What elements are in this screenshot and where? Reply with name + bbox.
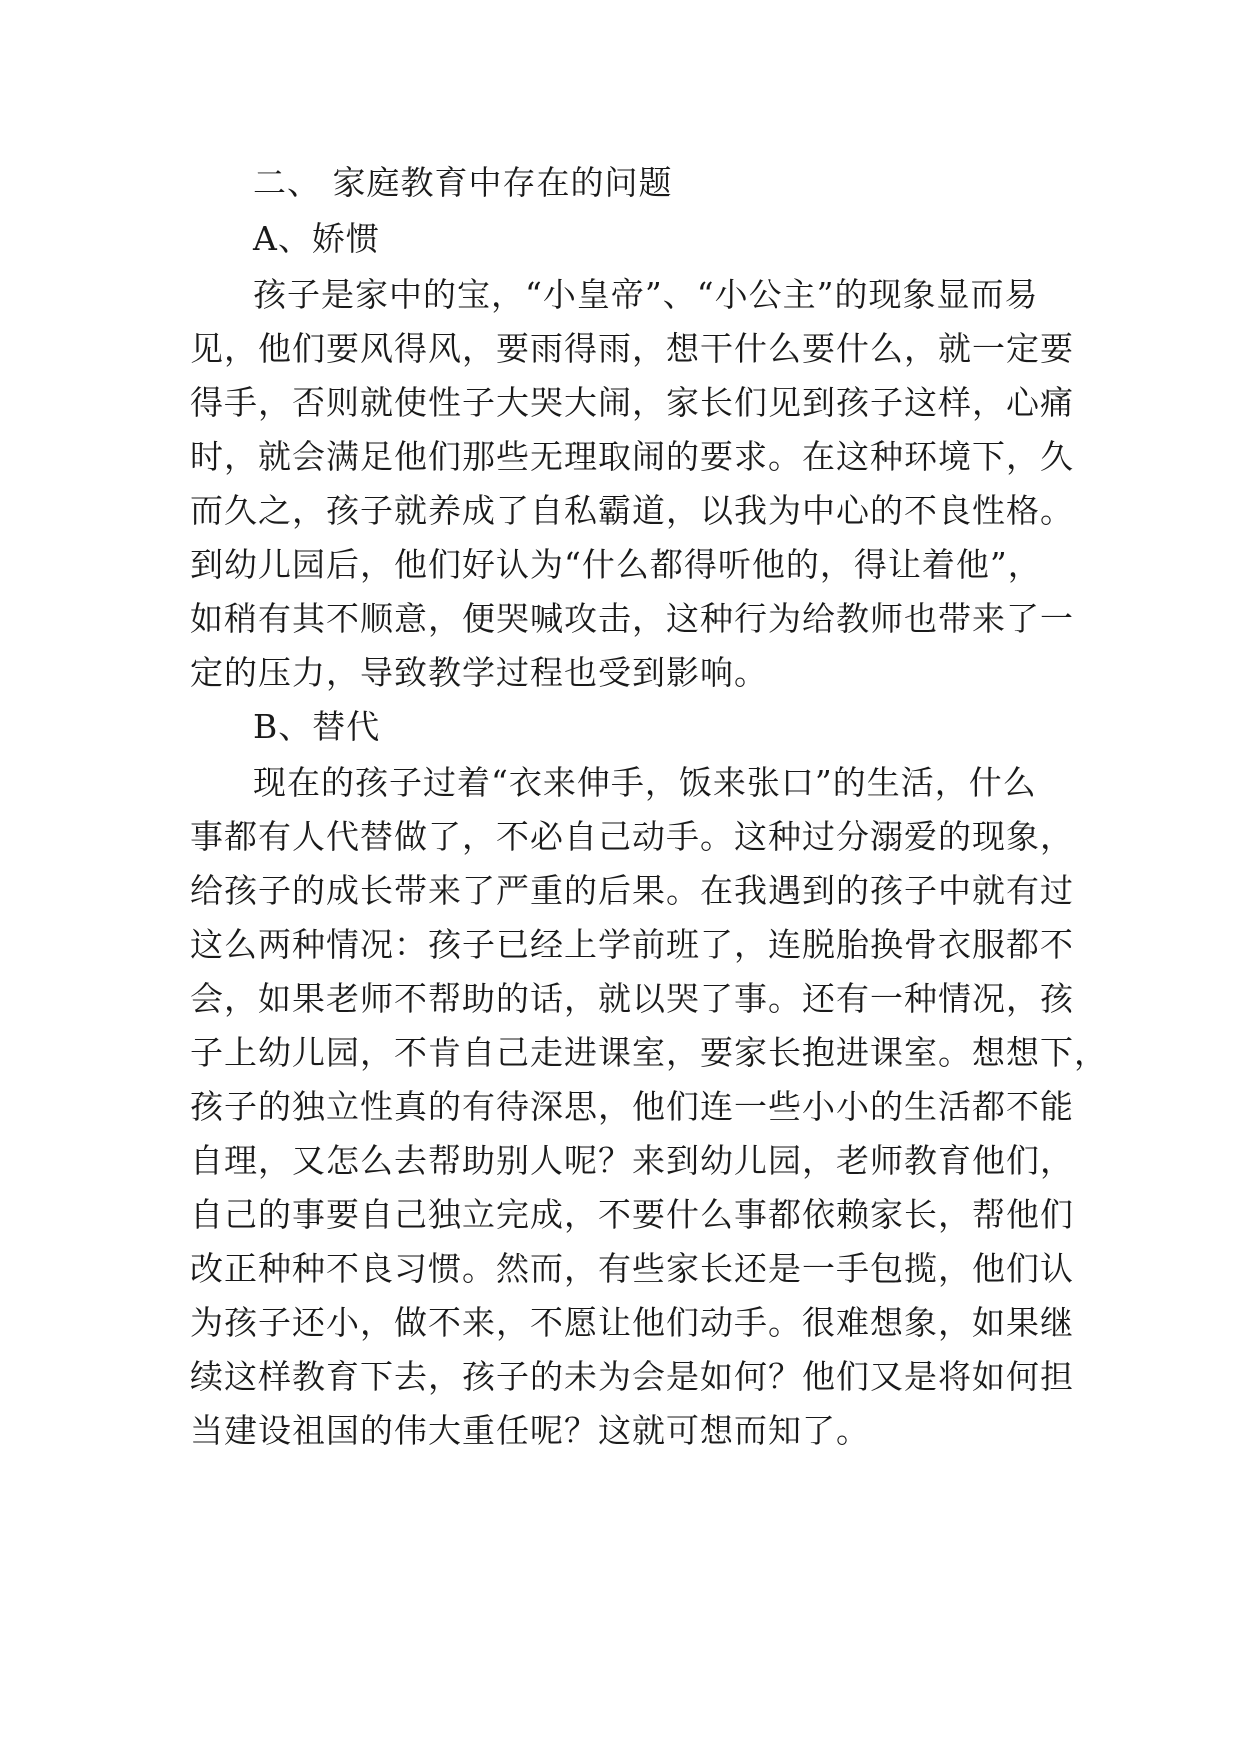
paragraph-line: 子上幼儿园，不肯自己走进课室，要家长抱进课室。想想下， (190, 1033, 1108, 1072)
paragraph-line: 自己的事要自己独立完成，不要什么事都依赖家长，帮他们 (190, 1195, 1074, 1234)
subsection-title-a: A、娇惯 (253, 219, 380, 258)
paragraph-line: 时，就会满足他们那些无理取闹的要求。在这种环境下，久 (190, 437, 1074, 476)
paragraph-line: 续这样教育下去，孩子的未为会是如何？他们又是将如何担 (190, 1357, 1074, 1396)
paragraph-line: 现在的孩子过着“衣来伸手，饭来张口”的生活，什么 (253, 763, 1037, 802)
paragraph-line: 孩子是家中的宝，“小皇帝”、“小公主”的现象显而易 (253, 275, 1039, 314)
paragraph-line: 孩子的独立性真的有待深思，他们连一些小小的生活都不能 (190, 1087, 1074, 1126)
paragraph-line: 得手，否则就使性子大哭大闹，家长们见到孩子这样，心痛 (190, 383, 1074, 422)
paragraph-line: 如稍有其不顺意，便哭喊攻击，这种行为给教师也带来了一 (190, 599, 1074, 638)
paragraph-line: 到幼儿园后，他们好认为“什么都得听他的，得让着他”， (190, 545, 1042, 584)
paragraph-line: 为孩子还小，做不来，不愿让他们动手。很难想象，如果继 (190, 1303, 1074, 1342)
paragraph-line: 定的压力，导致教学过程也受到影响。 (190, 653, 768, 692)
paragraph-line: 改正种种不良习惯。然而，有些家长还是一手包揽，他们认 (190, 1249, 1074, 1288)
paragraph-line: 事都有人代替做了，不必自己动手。这种过分溺爱的现象， (190, 817, 1074, 856)
subsection-title-b: B、替代 (253, 707, 381, 746)
paragraph-line: 见，他们要风得风，要雨得雨，想干什么要什么，就一定要 (190, 329, 1074, 368)
paragraph-line: 这么两种情况：孩子已经上学前班了，连脱胎换骨衣服都不 (190, 925, 1074, 964)
paragraph-line: 自理，又怎么去帮助别人呢？来到幼儿园，老师教育他们， (190, 1141, 1074, 1180)
paragraph-line: 而久之，孩子就养成了自私霸道，以我为中心的不良性格。 (190, 491, 1074, 530)
section-heading: 二、 家庭教育中存在的问题 (253, 163, 673, 202)
paragraph-line: 给孩子的成长带来了严重的后果。在我遇到的孩子中就有过 (190, 871, 1074, 910)
paragraph-line: 当建设祖国的伟大重任呢？这就可想而知了。 (190, 1411, 870, 1450)
paragraph-line: 会，如果老师不帮助的话，就以哭了事。还有一种情况，孩 (190, 979, 1074, 1018)
